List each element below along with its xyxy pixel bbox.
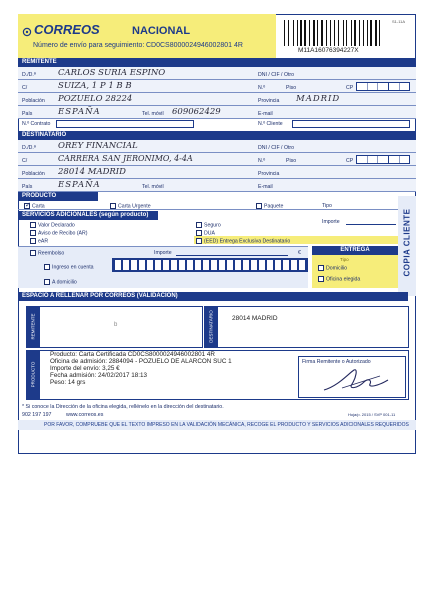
entrega-domicilio[interactable]: Domicilio	[318, 265, 347, 271]
validacion-destinatario-area	[217, 306, 409, 348]
dest-floor-label: Piso	[286, 158, 297, 164]
iban-digit-box[interactable]	[115, 260, 121, 270]
barcode-bar	[324, 20, 325, 46]
barcode-bar	[351, 20, 352, 46]
barcode-bar	[346, 20, 347, 46]
iban-digit-box[interactable]	[211, 260, 217, 270]
barcode-bar	[309, 20, 310, 46]
footer-legal: Hoja/p. 2015 / SVP 001-11	[348, 412, 396, 417]
barcode-bar	[299, 20, 300, 46]
iban-digit-box[interactable]	[227, 260, 233, 270]
iban-digit-box[interactable]	[195, 260, 201, 270]
barcode-bar	[286, 20, 287, 46]
barcode-bar	[290, 20, 292, 46]
barcode-bar	[313, 20, 314, 46]
iban-digit-box[interactable]	[147, 260, 153, 270]
iban-digit-box[interactable]	[283, 260, 289, 270]
entrega-header: ENTREGA	[312, 246, 398, 255]
barcode-bar	[328, 20, 329, 46]
validacion-remitente-mark: b	[114, 322, 118, 328]
barcode-bar	[361, 20, 362, 46]
service-seguro[interactable]: Seguro	[196, 222, 221, 228]
barcode-bar	[334, 20, 335, 46]
rem-cp-label: CP	[346, 85, 354, 91]
validacion-remitente-label: REMITENTE	[30, 313, 36, 340]
servicios-importe-label: Importe	[322, 219, 340, 225]
barcode-text: M11A16076394227X	[298, 47, 359, 54]
dest-city-value[interactable]: 28014 MADRID	[58, 167, 126, 177]
validacion-line-producto: Producto: Carta Certificada CD0CS8000024946002801 4R	[50, 351, 215, 358]
iban-digit-box[interactable]	[299, 260, 305, 270]
tracking-number: CD0CS8000024946002801 4R	[146, 42, 243, 49]
rem-name-label: D./D.ª	[22, 72, 36, 78]
barcode-bar	[367, 20, 368, 46]
validacion-line-fecha: Fecha admisión: 24/02/2017 18:13	[50, 372, 147, 379]
barcode-bar	[326, 20, 327, 46]
iban-digit-box[interactable]	[291, 260, 297, 270]
copia-cliente-label: COPIA CLIENTE	[402, 208, 412, 277]
footer-note: * Si conoce la Dirección de la oficina elegida, rellénelo en la dirección del destinatario.	[22, 404, 224, 410]
section-destinatario-header: DESTINATARIO	[18, 131, 416, 140]
reembolso-option[interactable]: Reembolso	[30, 250, 64, 256]
section-remitente-header: REMITENTE	[18, 58, 416, 67]
dest-province-label: Provincia	[258, 171, 280, 177]
reembolso-importe-label: Importe	[154, 250, 172, 256]
barcode-bar	[369, 20, 370, 46]
dest-street-value[interactable]: CARRERA SAN JERONIMO, 4-4A	[58, 154, 193, 163]
barcode-bar	[344, 20, 345, 46]
rem-phone-label: Tel. móvil	[142, 111, 164, 117]
product-option-carta[interactable]: ✓ Carta	[25, 202, 45, 210]
iban-field[interactable]	[112, 258, 308, 272]
iban-digit-box[interactable]	[179, 260, 185, 270]
post-horn-icon	[22, 24, 32, 34]
service-ear[interactable]: eAR	[30, 238, 48, 244]
barcode-bar	[300, 20, 301, 46]
iban-digit-box[interactable]	[235, 260, 241, 270]
validacion-line-importe: Importe del envío: 3,25 €	[50, 365, 120, 372]
validacion-remitente-area	[39, 306, 203, 348]
dest-cp-boxes[interactable]	[356, 155, 410, 164]
entrega-tipo-label: Tipo	[340, 257, 349, 262]
producto-tipo-label: Tipo	[322, 203, 332, 209]
iban-digit-box[interactable]	[219, 260, 225, 270]
dest-street-label: C/	[22, 158, 28, 164]
iban-digit-box[interactable]	[187, 260, 193, 270]
rem-country-label: País	[22, 111, 33, 117]
entrega-block	[312, 255, 398, 288]
barcode-bar	[284, 20, 285, 46]
iban-digit-box[interactable]	[267, 260, 273, 270]
barcode-bar	[317, 20, 318, 46]
barcode-bar	[311, 20, 312, 46]
dest-phone-label: Tel. móvil	[142, 184, 164, 190]
barcode-bar	[381, 20, 382, 46]
dest-country-label: País	[22, 184, 33, 190]
producto-row	[18, 201, 398, 210]
validacion-destinatario-label: DESTINATARIO	[208, 310, 214, 343]
contract-label: N.º Contrato	[22, 121, 51, 127]
iban-digit-box[interactable]	[123, 260, 129, 270]
servicios-importe-field[interactable]	[346, 217, 396, 225]
dest-name-label: D./D.ª	[22, 145, 36, 151]
iban-digit-box[interactable]	[259, 260, 265, 270]
service-eed[interactable]: (EED) Entrega Exclusiva Destinatario	[196, 238, 290, 244]
footer-phone: 902 197 197	[22, 412, 52, 418]
dest-cp-label: CP	[346, 158, 354, 164]
footer-web: www.correos.es	[66, 412, 104, 418]
barcode-bar	[307, 20, 308, 46]
iban-digit-box[interactable]	[139, 260, 145, 270]
service-aviso-recibo[interactable]: Aviso de Recibo (AR)	[30, 230, 88, 236]
rem-floor-label: Piso	[286, 85, 297, 91]
brand-logo: CORREOS	[34, 22, 100, 37]
dest-country-value[interactable]: ESPAÑA	[58, 180, 101, 190]
handwritten-signature	[318, 364, 398, 396]
barcode-bar	[304, 20, 306, 46]
rem-city-label: Población	[22, 98, 45, 104]
rem-province-value[interactable]: MADRID	[296, 94, 341, 104]
iban-digit-box[interactable]	[243, 260, 249, 270]
section-producto-header: PRODUCTO	[18, 192, 98, 201]
dest-num-label: N.º	[258, 158, 266, 164]
validacion-producto-label: PRODUCTO	[30, 361, 36, 388]
barcode-bar	[293, 20, 294, 46]
barcode-bar	[288, 20, 289, 46]
dest-email-label: E-mail	[258, 184, 273, 190]
form-title: NACIONAL	[132, 25, 191, 37]
barcode-bar	[363, 20, 364, 46]
reembolso-currency: €	[298, 250, 301, 256]
iban-digit-box[interactable]	[203, 260, 209, 270]
barcode-bar	[354, 20, 356, 46]
validacion-dest-code: 28014 MADRID	[232, 315, 278, 322]
product-option-paquete[interactable]: Paquete	[256, 203, 283, 209]
rem-email-label: E-mail	[258, 111, 273, 117]
iban-digit-box[interactable]	[275, 260, 281, 270]
barcode-bar	[378, 20, 379, 46]
barcode-bar	[373, 20, 374, 46]
client-label: N.º Cliente	[258, 121, 283, 127]
barcode-bar	[348, 20, 349, 46]
barcode-bar	[303, 20, 304, 46]
signature-label: Firma Remitente o Autorizado	[302, 359, 371, 365]
rem-id-label: DNI / CIF / Otro	[258, 72, 295, 78]
form-code: S1-11A	[392, 19, 406, 24]
reembolso-a-domicilio[interactable]: A domicilio	[44, 279, 77, 285]
rem-name-value[interactable]: CARLOS SURIA ESPINO	[58, 68, 166, 78]
barcode-bar	[295, 20, 296, 46]
check-mark-icon: ✓	[25, 202, 31, 209]
service-dua[interactable]: DUA	[196, 230, 215, 236]
service-valor-declarado[interactable]: Valor Declarado	[30, 222, 75, 228]
barcode-bar	[297, 20, 298, 46]
barcode-bar	[379, 20, 380, 46]
barcode-bar	[359, 20, 360, 46]
client-field[interactable]	[292, 120, 410, 128]
rem-street-value[interactable]: SUIZA, 1 P 1 B B	[58, 81, 132, 91]
rem-phone-value[interactable]: 609062429	[172, 107, 221, 117]
validacion-line-oficina: Oficina de admisión: 2884094 - POZUELO DE ALARCON SUC 1	[50, 358, 232, 365]
tracking-label: Número de envío para seguimiento:	[33, 42, 145, 49]
barcode-bar	[330, 20, 331, 46]
barcode-bar	[332, 20, 333, 46]
barcode-bar	[357, 20, 358, 46]
barcode	[284, 20, 394, 46]
iban-digit-box[interactable]	[131, 260, 137, 270]
rem-city-value[interactable]: POZUELO 28224	[58, 94, 133, 104]
barcode-bar	[316, 20, 317, 46]
dest-id-label: DNI / CIF / Otro	[258, 145, 295, 151]
contract-field[interactable]	[56, 120, 194, 128]
barcode-bar	[321, 20, 323, 46]
rem-country-value[interactable]: ESPAÑA	[58, 107, 101, 117]
iban-digit-box[interactable]	[163, 260, 169, 270]
iban-digit-box[interactable]	[251, 260, 257, 270]
carta-checkbox[interactable]	[24, 203, 30, 209]
barcode-bar	[365, 20, 366, 46]
rem-province-label: Provincia	[258, 98, 280, 104]
rem-street-label: C/	[22, 85, 28, 91]
rem-cp-boxes[interactable]	[356, 82, 410, 91]
barcode-bar	[343, 20, 344, 46]
reembolso-importe-field[interactable]	[176, 248, 288, 256]
barcode-bar	[338, 20, 339, 46]
product-option-carta-urgente[interactable]: Carta Urgente	[110, 203, 151, 209]
dest-city-label: Población	[22, 171, 45, 177]
iban-digit-box[interactable]	[155, 260, 161, 270]
iban-digit-box[interactable]	[171, 260, 177, 270]
dest-name-value[interactable]: OREY FINANCIAL	[58, 141, 138, 151]
validacion-line-peso: Peso: 14 grs	[50, 379, 86, 386]
barcode-bar	[375, 20, 376, 46]
section-servicios-header: SERVICIOS ADICIONALES (según producto)	[18, 211, 158, 220]
barcode-bar	[352, 20, 353, 46]
barcode-bar	[319, 20, 320, 46]
section-validacion-header: ESPACIO A RELLENAR POR CORREOS (VALIDACIÓN)	[18, 292, 408, 301]
rem-num-label: N.º	[258, 85, 266, 91]
reembolso-ingreso-cuenta[interactable]: Ingreso en cuenta	[44, 264, 94, 270]
barcode-bar	[335, 20, 337, 46]
barcode-bar	[340, 20, 341, 46]
footer-notice: POR FAVOR, COMPRUEBE QUE EL TEXTO IMPRESO EN LA VALIDACIÓN MECÁNICA, RECOGE EL PRODUCTO Y SERVICIOS ADICIONALES REQUERIDOS	[44, 422, 409, 428]
entrega-oficina[interactable]: Oficina elegida	[318, 276, 360, 282]
barcode-bar	[370, 20, 372, 46]
